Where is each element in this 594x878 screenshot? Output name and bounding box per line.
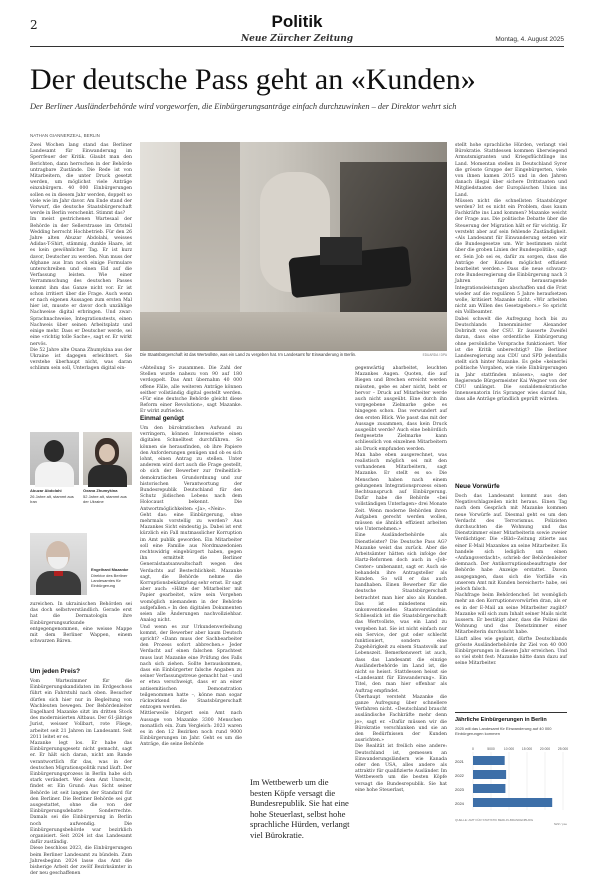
- x-tick-label: 15 000: [521, 747, 533, 751]
- x-tick-label: 0: [472, 747, 474, 751]
- column-3-text: gegenwärtig abarbeitet, leuchten Mazankes Augen. Quoten, die auf Biegen und Brechen erreicht werden müssten, gebe es aber nicht, hebt er hervor – Druck auf Mitarbeiter werde auch nicht ausgeübt. Eine durch ihn vorgegebene Zielmarke gebe es hingegen schon. Das verwundert auf den ersten Blick. Wie passt das mit der Aussage zusammen, dass kein Druck ausgeübt werde? Auch eine behördlich festgesetzte Zielmarke kann schliesslich von einzelnen Mitarbeitern als Druck empfunden werden. Man habe eben ausgerechnet, was realistisch möglich sei mit den vorhandenen Mitarbeitern, sagt Mazanke. Er stellt es so: Die Menschen haben nach einem gelungenen Integrationsprozess einen Rechtsanspruch auf Einbürgerung. Dafür habe die Behörde «bei vollständigen Unterlagen» drei Monate Zeit. Wenn moderne Behörden ihren Aufgaben gerecht werden wollen, müssen sie ähnlich effizient arbeiten wie Unternehmen.» Eine Ausländerbehörde als Dienstleister? Die Deutsche Pass AG? Mazanke weist das zurück. Aber die Arbeitsämter hätten sich infolge der Hartz-Reformen doch auch in «Job-Center» umbenannt, sagt er. Auch sie behandeln ihre Antragsteller als Kunden. So will er das auch handhaben. Einen Bewerber für die deutsche Staatsbürgerschaft betrachtet man hier also als Kunden. Das ist mindestens ein unkonventionelles Staatsverständnis. Schliesslich ist die Staatsbürgerschaft das Wertvollste, was ein Land zu vergeben hat. Sie ist nicht einfach nur ein Service, der gut oder schlecht funktioniert, sondern eine Zugehörigkeit zu einem Staatsvolk auf Lebenszeit. Bemerkenswert ist auch, dass das Landesamt die einzige Ausländerbehörde im Land ist, die nicht so heisst. Stattdessen heisst sie «Landesamt für Einwanderung». Ein Titel, den man hier offenbar als Auftrag empfindet. Überhaupt versteht Mazanke die ganze Aufregung über schnellere Verfahren nicht. «Deutschland braucht ausländische Fachkräfte mehr denn je», sagt er. «Dafür müssen wir die Bürokratie verschlanken und sie an den Bedürfnissen der Kunden ausrichten.» Die Realität ist freilich eine andere: Deutschland ist, gemessen an Einwanderungsländern wie Kanada oder den USA, alles andere als attraktiv für qualifizierte Ausländer. Im Wettbewerb um die besten Köpfe versagt die Bundesrepublik. Sie hat eine hohe Steuerlast,: [355, 366, 447, 793]
- photo-credit: EDUARDA / DPA: [422, 353, 447, 357]
- header-rule: [30, 46, 564, 47]
- column-4-text-a: stellt hohe sprachliche Hürden, verlangt viel Bürokratie. Stattdessen kommen überwiegend Armutsmigranten und Kriegsflüchtlinge ins Land. Momentan stellen in Deutschland Syrer die grösste Gruppe der Eingebürgerten, viele von ihnen kamen 2015 und in den Jahren danach illegal über sichere Drittstaaten und Mitgliedstaaten der Europäischen Union ins Land. Müssen nicht die schnellsten Staatsbürger werden? Ist es nicht ein Problem, dass kaum Fachkräfte ins Land kommen? Mazanke weicht der Frage aus. Die politische Debatte über die Steuerung der Migration hält er für wichtig. Er versteht aber auf sein fehlende Zuständigkeit. «Als Landesamt für Einwanderung setzen wir die Bundesgesetze um. Wir bestimmen nicht über die groben Linien der Bundespolitik», sagt er. Sein Job sei es, dafür zu sorgen, dass die Anträge der Kunden möglichst effizient bearbeitet werden.» Dass die neue schwarz-rote Bundesregierung die Einbürgerung nach 3 Jahren für herausragende Integrationsleistungen abschaffen und die Frist wieder auf die regulären 5 Jahre heraufsetzen wolle, kritisiert Mazanke nicht. «Wir arbeiten nicht am Willen des Gesetzgebers.» So spricht ein Vollbeamter. Dabei schwelt die Aufregung hoch bis zu Deutschlands Innenminister Alexander Dobrindt von der CSU. Er äusserte Zweifel daran, dass eine ordentliche Einbürgerung ohne persönliche Vorsprache funktioniert. Wer ist die Kritik unberechtigt? Die Berliner Landesregierung aus CDU und SPD jedenfalls stellt sich hinter Mazanke. Es gebe «keinerlei politische Vorgaben, wie viele Einbürgerungen in Jahr stattfinden müssen», sagte der Regierende Bürgermeister Kai Wegner von der CDU unlängst. Die sozialdemokratische Innensenatorin Iris Spranger wies darauf hin, dass alle Anträge gründlich geprüft würden.: [455, 143, 567, 403]
- bar: [473, 784, 505, 793]
- column-4-subheading: Neue Vorwürfe: [455, 483, 500, 490]
- x-tick-label: 5000: [487, 747, 495, 751]
- portrait-mazanke-desc: Direktor des Berliner Landesamtes für Einbürgerung: [91, 573, 128, 589]
- column-2-text-b: Um den bürokratischen Aufwand zu verringern, können Interessierte einen digitalen Schnelltest durchführen. So können sie herausfinden, ob ihre Papiere den Anforderungen genügen und ob es sich lohnt, einen Antrag zu stellen. Unter anderem wird dort auch die Frage gestellt, ob sich der Bewerber zur freiheitlich-demokratischen Grundordnung und zur historischen Verantwortung der Bundesrepublik Deutschland für den Schutz jüdischen Lebens nach dem Holocaust bekennt. Die Antwortmöglichkeiten: «Ja», «Nein». Geht das: eine Einbürgerung, ohne mehrmals vorstellig zu werden? Aus Mazankes Sicht eindeutig ja. Dabei ist erst kürzlich ein Fall mutmasslicher Korruption im Amt publik geworden. Ein Mitarbeiter soll eine Familie aus Nordmazedonien rechtswidrig eingebürgert haben, gegen ihn ermittelt die Berliner Generalstaatsanwaltschaft wegen des Verdachts auf Bestechlichkeit. Mazanke sagt, die Behörde nehme die Korruptionsbekämpfung sehr ernst. Er sagt aber auch: «Hätte der Mitarbeiter mit Papier gearbeitet, wäre sein Vorgehen womöglich niemandem in der Behörde aufgefallen.» In den digitalen Dokumenten seien alle Änderungen nachvollziehbar. Analog nicht. Und wenn es zur Urkundenverleihung kommt, der Bewerber aber kaum Deutsch spricht? «Dann muss der Sachbearbeiter den Prozess sofort abbrechen.» Jeder Verdacht auf einen falschen Sprachtest muss laut Mazanke eine Prüfung des Falls nach sich ziehen. Sollte herauskommen, dass ein Einbürgerter falsche Angaben zu seiner Verfassungstreue gemacht hat – und er etwa verschweigt, dass er an einer antisemitischen Demonstration teilgenommen hatte –, könne man sogar rückwirkend die Staatsbürgerschaft entzogen werden. Mittlerweile bürgert sein Amt nach Aussage von Mazanke 3300 Menschen monatlich ein. Zum Vergleich: 2023 waren es in den 12 Bezirken noch rund 9000 Einbürgerungen im Jahr. Geht es um die Anträge, die seine Behörde: [140, 426, 242, 748]
- bar: [473, 798, 552, 807]
- portrait-mazanke: [30, 533, 87, 595]
- column-1-text-c: Vom Wartezimmer für die Einbürgerungskandidaten im Erdgeschoss führt ein Fahrstuhl nach oben. Besucher dürfen sich hier nur in Begleitung von Wachleuten bewegen. Der Behördenleiter Engelhard Mazanke sitzt im dritten Stock des modernisierten Altbaus. Der 61-jährige Jurist, weisser Vollbart, rote Fliege, arbeitet seit 21 Jahren im Landesamt. Seit 2011 leitet er es. Mazanke legt los. Er habe das Einbürgerungsgesetz nicht gemacht, sagt er. Er hält sich daran, nicht am Rande verantwortlich für das, was in der deutschen Migrationspolitik rund läuft. Der Einbürgerungsprozess in Berlin habe sich stark verändert. Wer dem Amt Unrecht, findet er. Ein Grund: Aus Sicht seiner Behörde ist seit langem der Standard für den Berliner. Die Berliner Behörde sei gut ausgestattet, ohne die von der Einbürgerungsdebatte Sonderrechte. Damals sei die Einbürgerung in Berlin noch aufwendig. Die Einbürgerungsbehörde war bezirklich organisiert. Seit 2024 ist das Landesamt dafür zuständig. Diese beschloss 2023, die Einbürgerungen beim Berliner Landesamt zu bündeln. Zum Jahresbeginn 2024 lasse das Amt die bisherige Arbeit der zwölf Bezirksämter in der neu geschaffenen: [30, 679, 132, 877]
- column-4-text-b: Doch das Landesamt kommt aus den Negativschlagzeilen nicht heraus. Einen Tag nach dem Gespräch mit Mazanke kommen neue Vorwürfe auf. Diesmal geht es um den Verdacht des Terrorismus. Polizisten durchsuchten die Wohnung und das Dienstzimmer einer Mitarbeiterin sowie zweier Verdächtiger. Die «Bild»-Zeitung zitierte aus einer E-Mail Mazankes an seine Mitarbeiter. Es handele sich lediglich um einen «Anfangsverdacht», schrieb der Behördenleiter demnach. Der Antikorruptionsbeauftragte der Behörde habe Anzeige erstattet. Davon ausgegangen, dass sich die Vorfälle «in unserem Amt mit Kunden bereichert» habe, sei jedoch falsch. Nachfrage beim Behördenchef: Ist womöglich mehr an den Korruptionsvorwürfen dran, als er es in der E-Mail an seine Mitarbeiter zugibt? Mazanke will sich zum Inhalt seiner Mails nicht äussern. Er bestätigt aber, dass die Polizei die Wohnung und das Dienstzimmer einer Mitarbeiterin durchsucht habe. Läuft alles wie geplant, dürfte Deutschlands grösste Ausländerbehörde ihr Ziel von 40 000 Einbürgerungen in diesem Jahr erreichen. Und so viel steht fest: Mazanke hätte dann dazu auf seine Mitarbeiter.: [455, 494, 567, 667]
- column-2-text-a: «Abteilung S» zusammen. Die Zahl der Stellen wurde nahezu von 90 auf 180 verdoppelt. Das Amt übernahm 40 000 offene Fälle, alle weiteren Anträge können seither vollständig digital gestellt werden. «Für eine deutsche Behörde gleicht diese Reform einer Revolution», sagt Mazanke. Er wirkt zufrieden.: [140, 366, 242, 415]
- article-subtitle: Der Berliner Ausländerbehörde wird vorgeworfen, die Einbürgerungsanträge einfach durchzuwinken – der Direktor wehrt sich: [30, 102, 457, 111]
- issue-date: Montag, 4. August 2025: [495, 36, 564, 43]
- masthead: Neue Zürcher Zeitung: [240, 34, 354, 44]
- photo-caption: Die Staatsbürgerschaft ist das Wertvollste, was ein Land zu vergeben hat. Im Landesamt für Einwanderung in Berlin.: [140, 352, 357, 357]
- column-1-subheading: Um jeden Preis?: [30, 668, 81, 675]
- portrait-zhumykina-desc: 52 Jahre alt, stammt aus der Ukraine: [83, 494, 127, 505]
- portrait-abdolahi-desc: 26 Jahre alt, stammt aus Iran: [30, 494, 74, 505]
- portrait-zhumykina: [83, 432, 132, 485]
- portrait-mazanke-name: Engelhard Mazanke: [91, 567, 129, 572]
- bar: [473, 756, 505, 765]
- portrait-zhumykina-name: Oxana Zhumykina: [83, 488, 118, 493]
- pull-quote: Im Wettbewerb um die besten Köpfe versagt die Bundesrepublik. Sie hat eine hohe Steuerlast, selbst hohe sprachliche Hürden, verlangt viel Bürokratie.: [250, 777, 350, 840]
- page-number: 2: [30, 18, 38, 32]
- x-tick-label: 20 000: [539, 747, 551, 751]
- column-1-text-b: zureichen. In ukrainischen Behörden sei das doch selbstverständlich. Gerade erst hat die Dermatologin ihre Einbürgerungsurkunde entgegengenommen, eine weisse Mappe mit dem Berliner Wappen, einem schwarzen Bären.: [30, 602, 132, 645]
- category-label: 2024: [455, 801, 464, 806]
- column-1-text-a: Zwei Wochen lang stand das Berliner Landesamt für Einwanderung im Sperrfeuer der Kritik. Glaubt man den Berichten, dann herrschen in der Behörde untragbare Zustände. Die Rede ist von Mitarbeitern, die unter Druck gesetzt werden, um möglichst viele Anträge einzubürgern. 40 000 Einbürgerungen sollen es in diesem Jahr werden, doppelt so viele wie im Jahr davor. Am Ende stand der Vorwurf, die deutsche Staatsbürgerschaft werde in Berlin verschenkt. Stimmt das? Im meist gestrichenen Wartesaal der Behörde in der Sellerstrasse im Ortsteil Wedding herrscht Hochbetrieb. Für den 26 Jahre alten Abuzar Abdolahi, weisses Adidas-T-Shirt, stämmig, dunkle Haare, ist es kein gewöhnlicher Tag. Er ist kurz davor, Deutscher zu werden. Nun muss der Afghane aus Iran noch einige Formulare unterschreiben und einen Eid auf die Verfassung leisten. Wie einer Verrammschung des deutschen Passes kommt ihm das Ganze nicht vor. Er ist schon irritiert über die Frage. Auch wenn er nach eigenen Aussagen zum ersten Mal hier ist, musste er davor doch unzählige Nachweise digital erbringen. Und zwar: Sprachnachweise, Integrationstests, einen Nachweis über seinen Arbeitsplatz und einige mehr. Dass er Deutscher werde, sei eine «richtig tolle Sache», sagt er. Er wirkt nervös. Die 52 Jahre alte Oxana Zhumykina aus der Ukraine ist dagegen erleichtert. Sie verstehe überhaupt nicht, was daran schlimm sein soll, Unterlagen digital ein-: [30, 143, 132, 372]
- chart-credit: NZZ / pse: [553, 822, 567, 826]
- category-label: 2021: [455, 759, 464, 764]
- category-label: 2023: [455, 787, 464, 792]
- byline: NATHAN GIANNERZEAL, BERLIN: [30, 133, 100, 138]
- section-title: Politik: [271, 12, 323, 31]
- x-tick-label: 10 000: [503, 747, 515, 751]
- article-title: Der deutsche Pass geht an «Kunden»: [30, 63, 476, 96]
- portrait-abdolahi-name: Abuzar Abdolahi: [30, 488, 62, 493]
- x-tick-label: 25 000: [557, 747, 569, 751]
- chart-rule: [455, 712, 567, 713]
- bar-chart: [455, 742, 567, 814]
- portrait-abdolahi: [30, 432, 79, 485]
- bar: [473, 770, 506, 779]
- chart-source: QUELLE: AMT FÜR STATISTIK BERLIN-BRANDENBURG: [455, 818, 534, 822]
- category-label: 2022: [455, 773, 464, 778]
- chart-subtitle: 2025 will das Landesamt für Einwanderung auf 40 000 Einbürgerungen kommen: [455, 726, 552, 736]
- chart-title: Jährliche Einbürgerungen in Berlin: [455, 717, 547, 723]
- main-photo: [140, 142, 447, 351]
- column-2-subheading: Einmal genügt: [140, 415, 185, 422]
